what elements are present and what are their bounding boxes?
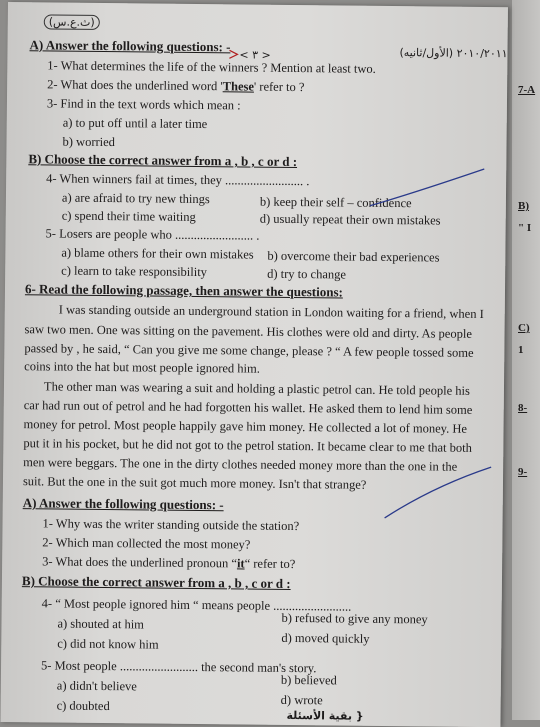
side-label: 8- bbox=[518, 402, 528, 414]
section-a-heading: A) Answer the following questions: - bbox=[29, 37, 231, 55]
option-4a: a) are afraid to try new things bbox=[61, 190, 210, 207]
side-label: " I bbox=[518, 222, 532, 234]
question-3: 3- Find in the text words which mean : bbox=[46, 96, 241, 113]
passage-line: passed by , he said, “ Can you give me some change, please ? “ A few people tossed some bbox=[24, 341, 474, 360]
section-a2-heading: A) Answer the following questions: - bbox=[22, 495, 224, 513]
option-2-5a: a) didn't believe bbox=[56, 678, 137, 694]
option-2-5c: c) doubted bbox=[56, 698, 110, 714]
side-label: 7-A bbox=[518, 84, 536, 96]
option-4d: d) usually repeat their own mistakes bbox=[259, 211, 441, 228]
question-5: 5- Losers are people who ......................... . bbox=[45, 226, 260, 243]
class-code: (ث.ع.س) bbox=[44, 14, 100, 30]
question-1: 1- What determines the life of the winners ? Mention at least two. bbox=[47, 58, 376, 76]
passage-line: men were beggars. The one in the dirty clothes needed money more than the one in the bbox=[23, 455, 458, 474]
side-label: 9- bbox=[518, 466, 528, 478]
side-label: C) bbox=[518, 322, 530, 334]
option-5d: d) try to change bbox=[267, 266, 347, 282]
question-2-2: 2- Which man collected the most money? bbox=[42, 535, 251, 552]
term-label: (الأول/ثانيه) ٢٠١٠/٢٠١١ bbox=[399, 46, 508, 61]
question-2-3: 3- What does the underlined pronoun “it“ refer to? bbox=[42, 554, 296, 572]
side-label: 1 bbox=[518, 344, 524, 356]
option-5b: b) overcome their bad experiences bbox=[267, 248, 440, 265]
adjacent-page-edge bbox=[512, 0, 540, 720]
question-3b: b) worried bbox=[62, 134, 116, 150]
passage-heading: 6- Read the following passage, then answer the questions: bbox=[24, 281, 343, 300]
option-2-4c: c) did not know him bbox=[57, 636, 159, 652]
continue-label: بقية الأسئلة } bbox=[286, 708, 364, 723]
question-2: 2- What does the underlined word 'These' refer to ? bbox=[47, 77, 305, 95]
option-2-4d: d) moved quickly bbox=[281, 630, 370, 646]
option-5a: a) blame others for their own mistakes bbox=[61, 245, 254, 262]
option-2-4b: b) refused to give any money bbox=[281, 610, 428, 627]
passage-line: I was standing outside an underground station in London waiting for a friend, when I bbox=[58, 302, 484, 321]
page-number: < ٣ > bbox=[239, 48, 271, 62]
passage-line: suit. But the one in the suit got much more money. Isn't that strange? bbox=[22, 474, 367, 492]
passage-line: put it in his pocket, but he did not got to the petrol station. It became clear to me that both bbox=[23, 436, 472, 455]
passage-line: car had run out of petrol and he had forgotten his wallet. He asked them to lend him some bbox=[23, 398, 473, 417]
question-2-4: 4- “ Most people ignored him “ means people ......................... bbox=[41, 596, 352, 614]
passage-line: money for petrol. Most people happily gave him money. He collected a lot of money. He bbox=[23, 417, 468, 436]
question-2-5: 5- Most people ......................... the second man's story. bbox=[40, 658, 317, 676]
section-b2-heading: B) Choose the correct answer from a , b , c or d : bbox=[21, 573, 291, 591]
option-2-4a: a) shouted at him bbox=[57, 616, 145, 632]
option-2-5d: d) wrote bbox=[280, 692, 323, 708]
question-4: 4- When winners fail at times, they ......................... . bbox=[46, 171, 310, 189]
pen-marks bbox=[0, 2, 508, 727]
exam-sheet bbox=[0, 2, 508, 727]
side-label: B) bbox=[518, 200, 529, 212]
passage-line: saw two men. One was sitting on the pavement. His clothes were old and dirty. As people bbox=[24, 322, 472, 341]
option-4c: c) spend their time waiting bbox=[61, 208, 196, 224]
passage-line: The other man was wearing a suit and holding a plastic petrol can. He told people his bbox=[43, 379, 470, 398]
passage-line: coins into the hat but most people ignored him. bbox=[24, 359, 260, 376]
option-2-5b: b) believed bbox=[280, 672, 337, 688]
option-5c: c) learn to take responsibility bbox=[61, 263, 208, 280]
question-3a: a) to put off until a later time bbox=[62, 115, 208, 132]
question-2-1: 1- Why was the writer standing outside the station? bbox=[42, 516, 300, 534]
option-4b: b) keep their self – confidence bbox=[259, 194, 412, 211]
section-b-heading: B) Choose the correct answer from a , b , c or d : bbox=[28, 151, 298, 170]
